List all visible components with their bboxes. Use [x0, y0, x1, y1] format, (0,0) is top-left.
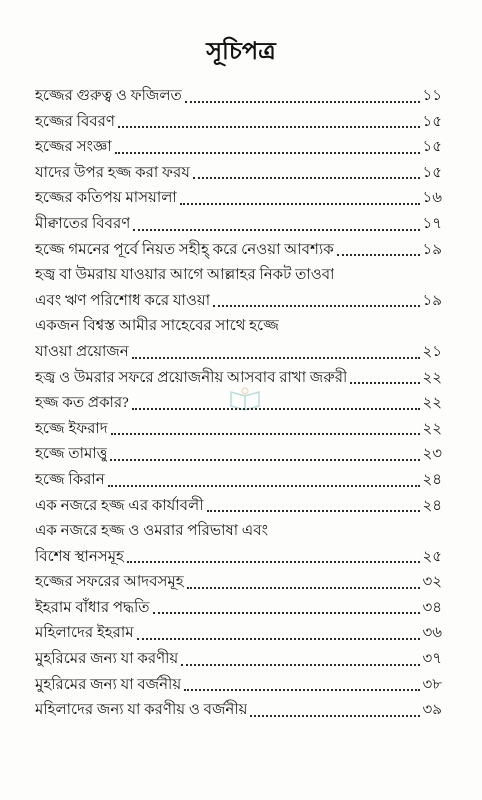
toc-entry-title-continued: এবং ঋণ পরিশোধ করে যাওয়া [35, 292, 211, 309]
toc-page-number: ১৬ [422, 190, 442, 207]
toc-entry [35, 570, 442, 596]
toc-entry-line [35, 238, 442, 264]
toc-entry-line [35, 314, 442, 340]
dot-leader [180, 203, 420, 205]
toc-entry [35, 161, 442, 187]
toc-page-number: ৩৯ [422, 702, 442, 719]
toc-entry-line [35, 621, 442, 647]
toc-entry [35, 314, 442, 365]
toc-entry [35, 494, 442, 520]
toc-entry-title: হজ্জে ইফরাদ [35, 420, 108, 437]
dot-leader [132, 357, 420, 359]
dot-leader [350, 382, 420, 384]
toc-page-number: ২২ [422, 395, 442, 412]
dot-leader [250, 715, 420, 717]
toc-entry-title: একজন বিশ্বস্ত আমীর সাহেবের সাথে হজ্জে [35, 318, 279, 335]
toc-entry-title: হজ্জে কিরান [35, 471, 105, 488]
toc-page-number: ৩৬ [422, 625, 442, 642]
toc-page-number: ২৪ [422, 497, 442, 514]
dot-leader [132, 408, 420, 410]
dot-leader [111, 433, 420, 435]
toc-entry [35, 519, 442, 570]
dot-leader [153, 612, 420, 614]
toc-entry-title: মহিলাদের ইহরাম [35, 625, 134, 642]
toc-entry [35, 84, 442, 110]
toc-page-number: ১৫ [422, 164, 442, 181]
toc-page-number: ৩৭ [422, 651, 442, 668]
toc-entry-line [35, 110, 442, 136]
toc-entry-title: মীক্বাতের বিবরণ [35, 215, 131, 232]
dot-leader [185, 101, 420, 103]
toc-entry-line [35, 417, 442, 443]
toc-entry-line [35, 161, 442, 187]
dot-leader [137, 638, 420, 640]
toc-entry [35, 212, 442, 238]
toc-entry [35, 366, 442, 392]
toc-entry-title: এক নজরে হজ্জ ও ওমরার পরিভাষা এবং [35, 523, 269, 540]
toc-entry-line [35, 289, 442, 315]
dot-leader [133, 229, 420, 231]
toc-entry-line [35, 519, 442, 545]
toc-entry [35, 647, 442, 673]
dot-leader [337, 254, 420, 256]
toc-entry-line [35, 673, 442, 699]
table-of-contents [35, 84, 442, 724]
toc-entry-line [35, 570, 442, 596]
toc-entry-title: হজ্ব বা উমরায় যাওয়ার আগে আল্লাহর নিকট তাওবা [35, 267, 335, 284]
dot-leader [213, 305, 420, 307]
toc-entry-title: ইহরাম বাঁধার পদ্ধতি [35, 599, 150, 616]
toc-entry [35, 238, 442, 264]
toc-entry-title: হজ্জের সফরের আদবসমূহ [35, 574, 184, 591]
dot-leader [115, 152, 420, 154]
toc-entry-line [35, 186, 442, 212]
toc-page-number: ২১ [422, 343, 442, 360]
dot-leader [110, 459, 420, 461]
dot-leader [184, 689, 420, 691]
toc-entry-line [35, 494, 442, 520]
toc-entry-line [35, 135, 442, 161]
toc-page-number: ২৪ [422, 471, 442, 488]
toc-page-number: ২৫ [422, 548, 442, 565]
toc-entry [35, 417, 442, 443]
toc-entry-line [35, 366, 442, 392]
toc-entry-title: হজ্জ কত প্রকার? [35, 395, 129, 412]
toc-entry-title: মুহরিমের জন্য যা বর্জনীয় [35, 676, 182, 693]
toc-entry [35, 263, 442, 314]
dot-leader [187, 587, 420, 589]
toc-entry [35, 698, 442, 724]
toc-entry-title: হজ্জের সংজ্ঞা [35, 139, 112, 156]
toc-page-number: ২২ [422, 420, 442, 437]
toc-entry-title: মুহরিমের জন্য যা করণীয় [35, 651, 179, 668]
toc-entry-line [35, 84, 442, 110]
toc-page-number: ২২ [422, 369, 442, 386]
toc-page-number: ১৯ [422, 292, 442, 309]
toc-entry-title: যাদের উপর হজ্জ করা ফরয [35, 164, 190, 181]
toc-entry-line [35, 340, 442, 366]
toc-entry-line [35, 647, 442, 673]
toc-entry-line [35, 468, 442, 494]
toc-entry-title: হজ্জের কতিপয় মাসয়ালা [35, 190, 177, 207]
toc-entry-line [35, 698, 442, 724]
toc-page-number: ১৫ [422, 139, 442, 156]
toc-entry [35, 391, 442, 417]
toc-entry [35, 135, 442, 161]
toc-entry-line [35, 391, 442, 417]
toc-entry-line [35, 545, 442, 571]
dot-leader [181, 664, 420, 666]
toc-entry [35, 468, 442, 494]
toc-page-number: ৩৮ [422, 676, 442, 693]
page-title: সূচিপত্র [206, 39, 276, 65]
toc-page-number: ১১ [422, 88, 442, 104]
toc-entry [35, 596, 442, 622]
toc-entry [35, 186, 442, 212]
toc-entry-title: হজ্জের বিবরণ [35, 113, 115, 130]
toc-entry-line [35, 596, 442, 622]
toc-entry-line [35, 212, 442, 238]
dot-leader [193, 177, 420, 179]
toc-entry-line [35, 442, 442, 468]
toc-entry-title: হজ্ব ও উমরার সফরে প্রয়োজনীয় আসবাব রাখা জরুরী [35, 369, 348, 386]
toc-entry [35, 442, 442, 468]
toc-page-number: ৩২ [422, 574, 442, 591]
toc-entry-title: হজ্জে তামাত্তু [35, 446, 108, 463]
toc-page-number: ২৩ [422, 446, 442, 463]
toc-entry [35, 621, 442, 647]
toc-page-number: ১৫ [422, 113, 442, 130]
dot-leader [108, 485, 420, 487]
toc-entry-title: মহিলাদের জন্য যা করণীয় ও বর্জনীয় [35, 702, 248, 719]
toc-entry-title: এক নজরে হজ্জ এর কার্যাবলী [35, 497, 204, 514]
toc-entry-line [35, 263, 442, 289]
dot-leader [127, 561, 420, 563]
dot-leader [207, 510, 421, 512]
toc-entry [35, 110, 442, 136]
toc-entry-title-continued: যাওয়া প্রয়োজন [35, 343, 129, 360]
toc-page-number: ৩৪ [422, 599, 442, 616]
toc-entry-title-continued: বিশেষ স্থানসমূহ [35, 548, 124, 565]
toc-entry-title: হজ্জের গুরুত্ব ও ফজিলত [35, 88, 182, 104]
toc-page-number: ১৯ [422, 241, 442, 258]
toc-entry-title: হজ্জে গমনের পূর্বে নিয়ত সহীহ্ করে নেওয়া আবশ্যক [35, 241, 334, 258]
toc-page-number: ১৭ [422, 215, 442, 232]
toc-entry [35, 673, 442, 699]
dot-leader [118, 126, 420, 128]
